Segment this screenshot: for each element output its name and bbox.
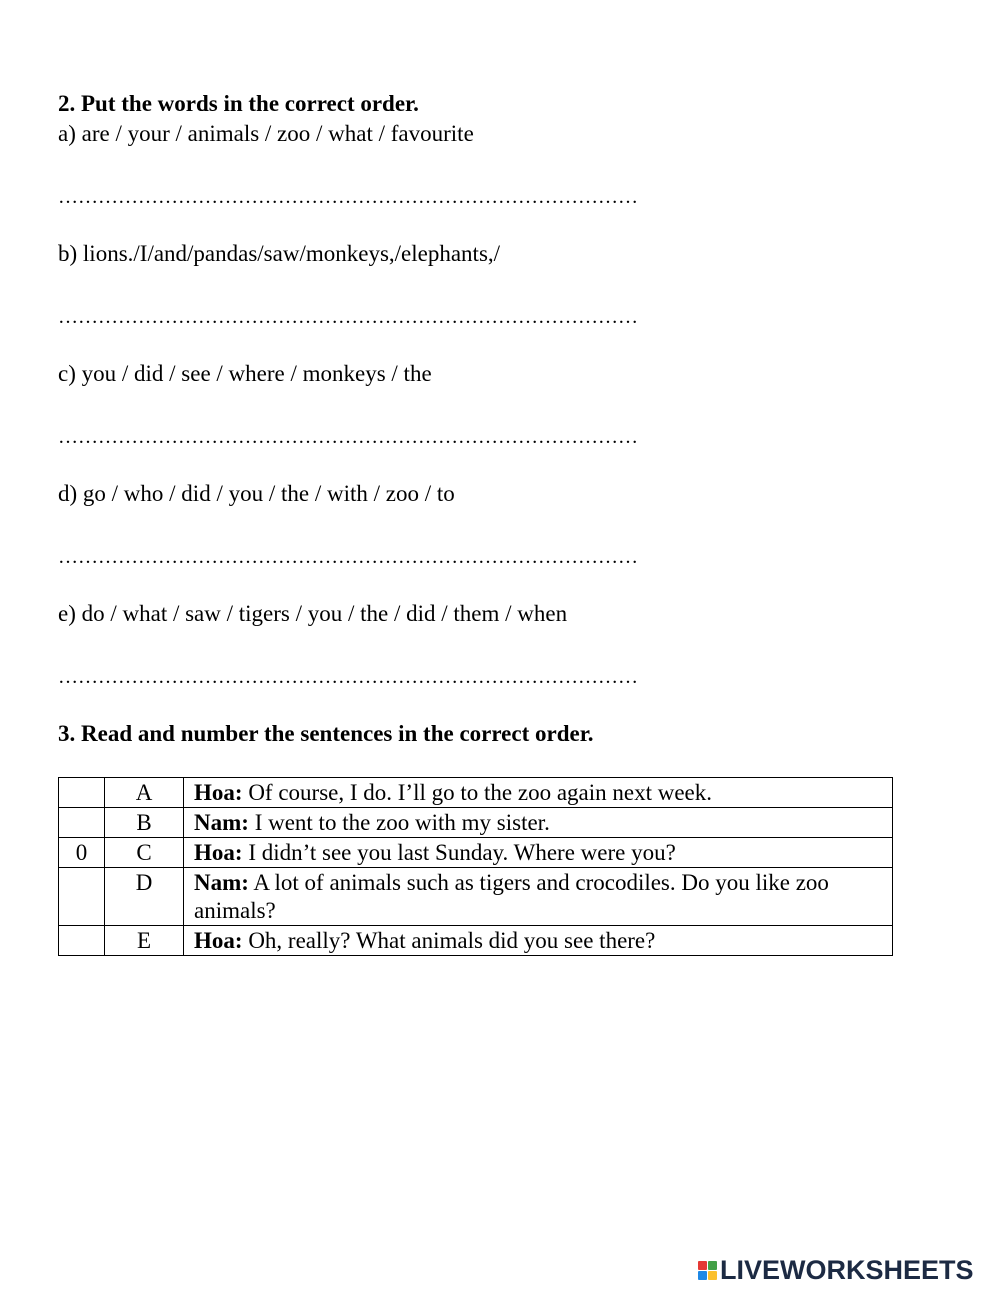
section-3-heading: 3. Read and number the sentences in the correct order. [58, 721, 594, 746]
logo-block [698, 1261, 707, 1270]
speaker-name: Hoa: [194, 780, 243, 805]
order-number-cell[interactable] [59, 778, 105, 808]
question-d-answer-line[interactable]: …………………………………………………………………………… [58, 546, 638, 568]
logo-blocks-icon [698, 1261, 717, 1280]
speaker-name: Hoa: [194, 928, 243, 953]
table-row [59, 868, 893, 926]
ordering-table [58, 777, 893, 956]
dialogue-line [184, 778, 893, 808]
question-b-answer-line[interactable]: …………………………………………………………………………… [58, 306, 638, 328]
speaker-name: Nam: [194, 870, 249, 895]
question-c-answer-line[interactable]: …………………………………………………………………………… [58, 426, 638, 448]
dialogue-text: A lot of animals such as tigers and crocodiles. Do you like zoo animals? [194, 870, 829, 923]
row-letter: D [105, 868, 184, 926]
dialogue-line [184, 868, 893, 926]
liveworksheets-logo [698, 1255, 974, 1285]
row-letter: A [105, 778, 184, 808]
order-number-cell[interactable]: 0 [59, 838, 105, 868]
speaker-name: Hoa: [194, 840, 243, 865]
order-number-cell[interactable] [59, 808, 105, 838]
section-2-heading: 2. Put the words in the correct order. [58, 91, 419, 116]
dialogue-line [184, 838, 893, 868]
question-a-prompt: a) are / your / animals / zoo / what / favourite [58, 121, 474, 146]
order-number-cell[interactable] [59, 868, 105, 926]
table-row [59, 808, 893, 838]
question-a-answer-line[interactable]: …………………………………………………………………………… [58, 186, 638, 208]
dialogue-text: I went to the zoo with my sister. [248, 810, 550, 835]
logo-block [698, 1271, 707, 1280]
dialogue-line [184, 808, 893, 838]
row-letter: B [105, 808, 184, 838]
order-number-cell[interactable] [59, 926, 105, 956]
table-row [59, 838, 893, 868]
logo-block [708, 1261, 717, 1270]
question-d-prompt: d) go / who / did / you / the / with / zoo / to [58, 481, 455, 506]
question-b-prompt: b) lions./I/and/pandas/saw/monkeys,/elephants,/ [58, 241, 501, 266]
logo-block [708, 1271, 717, 1280]
row-letter: E [105, 926, 184, 956]
dialogue-text: Oh, really? What animals did you see there? [242, 928, 656, 953]
question-e-answer-line[interactable]: …………………………………………………………………………… [58, 666, 638, 688]
table-row [59, 926, 893, 956]
logo-text: LIVEWORKSHEETS [720, 1255, 974, 1285]
dialogue-text: Of course, I do. I’ll go to the zoo again next week. [242, 780, 712, 805]
dialogue-line [184, 926, 893, 956]
table-row [59, 778, 893, 808]
row-letter: C [105, 838, 184, 868]
question-e-prompt: e) do / what / saw / tigers / you / the / did / them / when [58, 601, 568, 626]
question-c-prompt: c) you / did / see / where / monkeys / the [58, 361, 432, 386]
speaker-name: Nam: [194, 810, 249, 835]
dialogue-text: I didn’t see you last Sunday. Where were you? [242, 840, 676, 865]
